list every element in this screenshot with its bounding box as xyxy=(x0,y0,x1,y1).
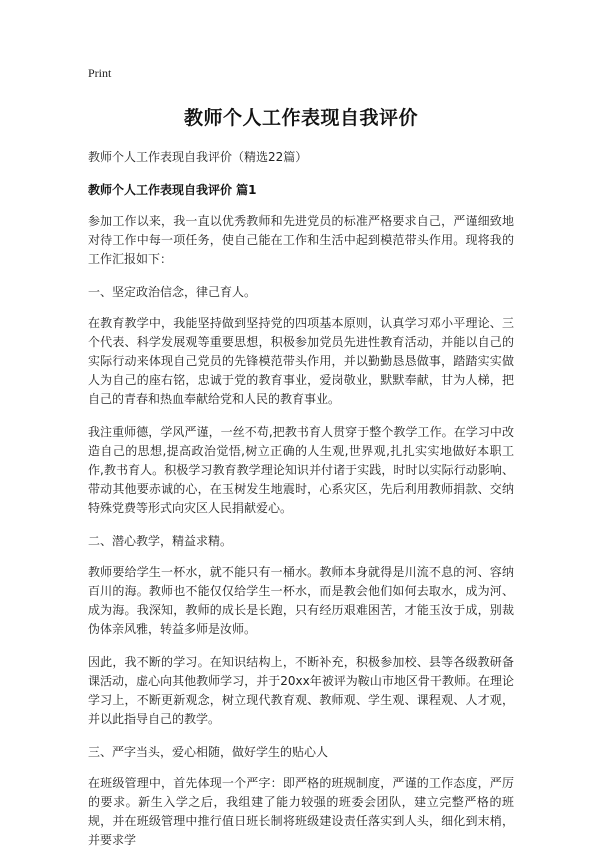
print-link[interactable]: Print xyxy=(88,66,112,80)
subheading-2: 二、潜心教学，精益求精。 xyxy=(88,534,233,548)
paragraph-5: 在班级管理中，首先体现一个严字：即严格的班规制度，严谨的工作态度，严厉的要求。新生入学之后，我组建了能力较强的班委会团队，建立完整严格的班规，并在班级管理中推行值日班长制将班级建设责任落实到人头，细化到末梢，并要求学 xyxy=(88,776,514,847)
paragraph-4: 因此，我不断的学习。在知识结构上，不断补充，积极参加校、县等各级教研备课活动，虚心向其他教师学习，并于20xx年被评为鞍山市地区骨干教师。在理论学习上，不断更新观念，树立现代教育观、教师观、学生观、课程观、人才观，并以此指导自己的教学。 xyxy=(88,655,514,726)
subheading-1: 一、坚定政治信念，律己育人。 xyxy=(88,285,257,299)
paragraph-1: 在教育教学中，我能坚持做到坚持党的四项基本原则，认真学习邓小平理论、三个代表、科学发展观等重要思想，积极参加党员先进性教育活动，并能以自己的实际行动来体现自己党员的先锋模范带头作用，并以勤勤恳恳做事，踏踏实实做人为自己的座右铭，忠诚于党的教育事业，爱岗敬业，默默奉献，甘为人梯，把自己的青春和热血奉献给党和人民的教育事业。 xyxy=(88,316,514,406)
document-subtitle: 教师个人工作表现自我评价（精选22篇） xyxy=(88,150,308,164)
paragraph-2: 我注重师德，学风严谨，一丝不苟,把教书育人贯穿于整个教学工作。在学习中改造自己的思想,提高政治觉悟,树立正确的人生观,世界观,扎扎实实地做好本职工作,教书育人。积极学习教育教学理论知识并付诸于实践，时时以实际行动影响、带动其他要赤诚的心，在玉树发生地震时，心系灾区，先后利用教师捐款、交纳特殊党费等形式向灾区人民捐献爱心。 xyxy=(88,425,514,515)
subheading-3: 三、严字当头，爱心相随，做好学生的贴心人 xyxy=(88,745,329,759)
paragraph-3: 教师要给学生一杯水，就不能只有一桶水。教师本身就得是川流不息的河、容纳百川的海。教师也不能仅仅给学生一杯水，而是教会他们如何去取水，成为河、成为海。我深知，教师的成长是长跑，只有经历艰难困苦，才能玉汝于成，别裁伪体亲风雅，转益多师是汝师。 xyxy=(88,565,514,636)
section-heading: 教师个人工作表现自我评价 篇1 xyxy=(88,183,257,197)
paragraph-intro: 参加工作以来，我一直以优秀教师和先进党员的标准严格要求自己，严谨细致地对待工作中每一项任务，使自己能在工作和生活中起到模范带头作用。现将我的工作汇报如下： xyxy=(88,214,514,266)
document-title: 教师个人工作表现自我评价 xyxy=(183,107,418,129)
